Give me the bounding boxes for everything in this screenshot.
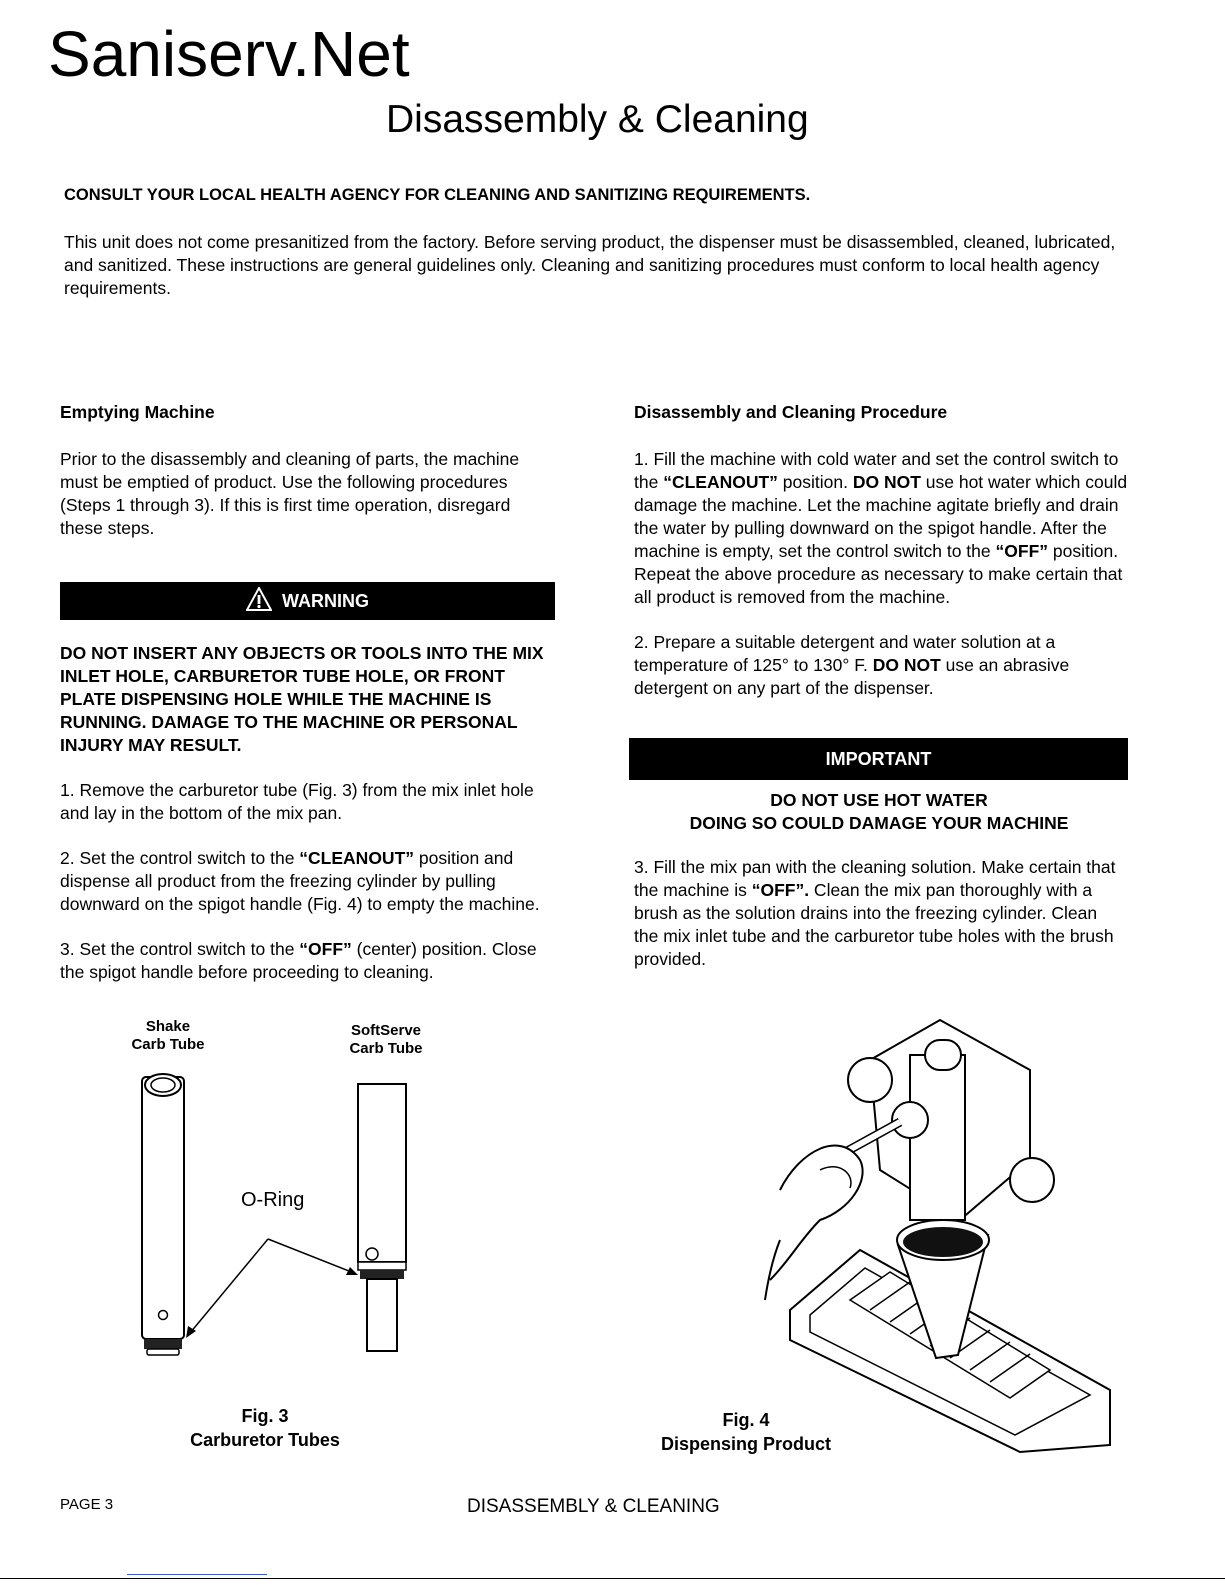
brand-title: Saniserv.Net [48,18,410,90]
page-number: PAGE 3 [60,1496,114,1513]
dispensing-product-illustration [760,1010,1115,1460]
emptying-step-1: 1. Remove the carburetor tube (Fig. 3) from the mix inlet hole and lay in the bottom of the mix pan. [60,780,534,823]
cleaning-step-3: 3. Fill the mix pan with the cleaning solution. Make certain that the machine is “OFF”. Clean the mix pan thoroughly with a brush as the solution drains into the freezing cylinder. Clean the mix inlet tube and the carburetor tube holes with the brush provided. [634,857,1116,969]
important-bar [629,738,1128,780]
footer-link-underline [127,1574,267,1575]
fig4-caption: Fig. 4 Dispensing Product [660,1410,831,1454]
important-line-1: DO NOT USE HOT WATER [770,790,988,810]
right-column [634,402,1134,700]
important-notice [634,789,1124,835]
shake-tube-label: Shake Carb Tube [131,1018,205,1053]
warning-icon [246,587,272,616]
left-column [60,402,555,984]
emptying-step-2: 2. Set the control switch to the “CLEANOUT” position and dispense all product from the freezing cylinder by pulling downward on the spigot handle (Fig. 4) to empty the machine. [60,848,540,914]
softserve-tube-label: SoftServe Carb Tube [349,1022,423,1057]
emptying-heading: Emptying Machine [60,402,215,422]
warning-bar [60,582,555,620]
page-title: Disassembly & Cleaning [386,98,809,141]
intro-paragraph: This unit does not come presanitized from the factory. Before serving product, the dispenser must be disassembled, cleaned, lubricated, and sanitized. These instructions are general guidelines only. Cleaning and sanitizing procedures must conform to local health agency requirements. [64,232,1116,298]
emptying-intro: Prior to the disassembly and cleaning of parts, the machine must be emptied of product. Use the following procedures (Steps 1 through 3). If this is first time operation, disregard these steps. [60,449,520,538]
warning-text: DO NOT INSERT ANY OBJECTS OR TOOLS INTO THE MIX INLET HOLE, CARBURETOR TUBE HOLE, OR FRONT PLATE DISPENSING HOLE WHILE THE MACHINE IS RUNNING. DAMAGE TO THE MACHINE OR PERSONAL INJURY MAY RESULT. [60,643,544,755]
footer-rule [0,1578,1225,1579]
important-label: IMPORTANT [825,748,932,769]
oring-label: O-Ring [241,1189,305,1211]
carburetor-tubes-illustration [120,1065,440,1365]
cleaning-heading: Disassembly and Cleaning Procedure [634,402,948,422]
cleaning-step-1: 1. Fill the machine with cold water and set the control switch to the “CLEANOUT” position. DO NOT use hot water which could damage the machine. Let the machine agitate briefly and drain the water by pulling downward on the spigot handle. After the machine is empty, set the control switch to the “OFF” position. Repeat the above procedure as necessary to make certain that all product is removed from the machine. [634,449,1128,607]
important-line-2: DOING SO COULD DAMAGE YOUR MACHINE [689,813,1069,833]
warning-label: WARNING [282,590,369,611]
cleaning-step-2: 2. Prepare a suitable detergent and water solution at a temperature of 125° to 130° F. DO NOT use an abrasive detergent on any part of the dispenser. [634,632,1070,698]
footer-section: DISASSEMBLY & CLEANING [467,1496,720,1517]
fig3-caption: Fig. 3 Carburetor Tubes [190,1406,340,1450]
consult-notice: CONSULT YOUR LOCAL HEALTH AGENCY FOR CLEANING AND SANITIZING REQUIREMENTS. [64,186,811,204]
emptying-step-3: 3. Set the control switch to the “OFF” (center) position. Close the spigot handle before proceeding to cleaning. [60,939,537,982]
